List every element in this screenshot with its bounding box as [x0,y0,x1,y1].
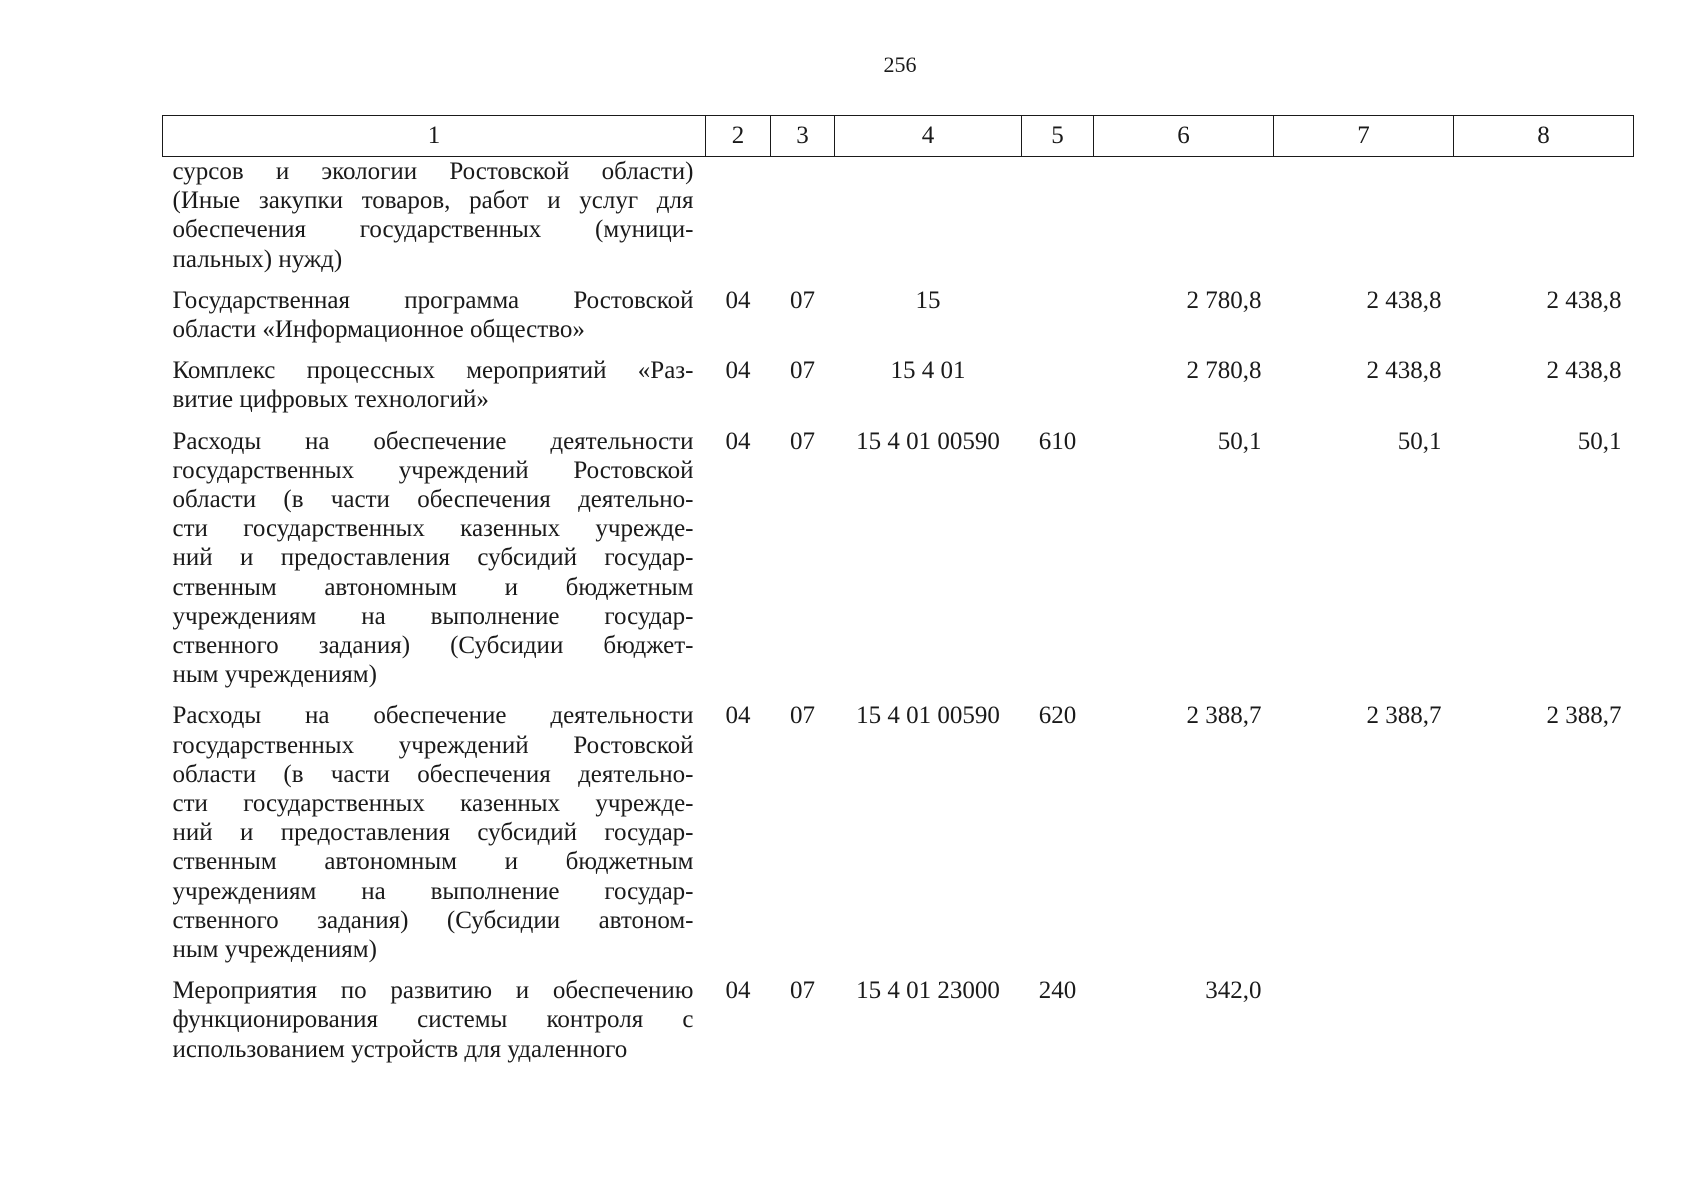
expense-name-line: учреждениям на выполнение государ- [172,877,694,905]
amount-col8-cell [1454,157,1634,274]
column-header: 7 [1274,116,1454,157]
amount-col7-cell: 2 438,8 [1366,286,1442,314]
expense-name-line: области «Информационное общество» [172,316,585,344]
expense-name-line: пальных) нужд) [172,245,343,273]
expense-name-cell [163,344,706,414]
expense-name-line: государственных учреждений Ростовской [172,456,694,484]
section-code-cell: 04 [725,357,751,385]
expense-name-cell [163,964,706,1064]
expense-type-cell [1022,344,1094,414]
amount-col6-cell: 2 388,7 [1186,702,1262,730]
table-header-row [163,116,1634,157]
expense-type-cell [1022,157,1094,274]
expense-name-line: Расходы на обеспечение деятельности [172,702,694,730]
expense-name-line: Комплекс процессных мероприятий «Раз- [172,357,694,385]
expense-name-line: ственного задания) (Субсидии автоном- [172,906,694,934]
column-header: 5 [1022,116,1094,157]
target-article-cell: 15 4 01 23000 [856,977,1000,1005]
budget-table [162,115,1634,1064]
expense-name-line: обеспечения государственных (муници- [172,216,694,244]
expense-name-line: использованием устройств для удаленного [172,1035,628,1063]
column-header: 1 [163,116,706,157]
amount-col7-cell [1274,157,1454,274]
amount-col7-cell: 2 388,7 [1366,702,1442,730]
amount-col6-cell: 50,1 [1217,427,1262,455]
expense-name-line: Государственная программа Ростовской [172,286,694,314]
expense-name-cell [163,689,706,964]
subsection-code-cell: 07 [790,357,815,385]
target-article-cell [835,157,1022,274]
table-row [163,964,1634,1064]
expense-name-line: ний и предоставления субсидий государ- [172,819,694,847]
expense-name-line: ственным автономным и бюджетным [172,848,694,876]
target-article-cell: 15 4 01 00590 [856,702,1000,730]
amount-col7-cell: 50,1 [1397,427,1442,455]
expense-name-line: ным учреждениям) [172,661,377,689]
section-code-cell: 04 [725,702,751,730]
table-row [163,415,1634,690]
expense-name-line: сти государственных казенных учрежде- [172,515,694,543]
page-number: 256 [883,52,917,77]
expense-name-line: учреждениям на выполнение государ- [172,602,694,630]
expense-name-line: Расходы на обеспечение деятельности [172,427,694,455]
expense-name-line: ний и предоставления субсидий государ- [172,544,694,572]
section-code-cell: 04 [725,977,751,1005]
expense-name-line: ным учреждениям) [172,936,377,964]
amount-col8-cell: 2 388,7 [1546,702,1622,730]
amount-col6-cell: 2 780,8 [1186,357,1262,385]
column-header: 4 [835,116,1022,157]
expense-name-line: государственных учреждений Ростовской [172,731,694,759]
expense-name-line: сурсов и экологии Ростовской области) [172,158,694,185]
subsection-code-cell: 07 [790,977,815,1005]
amount-col7-cell: 2 438,8 [1366,357,1442,385]
expense-type-cell: 610 [1038,427,1077,455]
column-header: 3 [771,116,835,157]
amount-col6-cell [1094,157,1274,274]
expense-name-line: функционирования системы контроля с [172,1006,694,1034]
amount-col8-cell [1454,964,1634,1064]
table-row [163,157,1634,274]
section-code-cell: 04 [725,286,751,314]
column-header: 8 [1454,116,1634,157]
expense-name-line: витие цифровых технологий» [172,386,489,414]
target-article-cell: 15 4 01 [890,357,966,385]
subsection-code-cell [771,157,835,274]
amount-col8-cell: 2 438,8 [1546,357,1622,385]
target-article-cell: 15 4 01 00590 [856,427,1000,455]
expense-name-line: области (в части обеспечения деятельно- [172,760,694,788]
subsection-code-cell: 07 [790,702,815,730]
expense-type-cell: 620 [1038,702,1077,730]
expense-name-line: ственного задания) (Субсидии бюджет- [172,632,694,660]
expense-name-line: (Иные закупки товаров, работ и услуг для [172,187,694,215]
amount-col6-cell: 2 780,8 [1186,286,1262,314]
subsection-code-cell: 07 [790,286,815,314]
expense-name-cell [163,274,706,344]
amount-col8-cell: 50,1 [1577,427,1622,455]
section-code-cell: 04 [725,427,751,455]
column-header: 2 [706,116,771,157]
section-code-cell [706,157,771,274]
table-body [163,157,1634,1064]
table-row [163,274,1634,344]
expense-name-cell [163,157,706,274]
expense-name-line: Мероприятия по развитию и обеспечению [172,977,694,1005]
subsection-code-cell: 07 [790,427,815,455]
amount-col7-cell [1274,964,1454,1064]
table-row [163,689,1634,964]
expense-name-cell [163,415,706,690]
amount-col6-cell: 342,0 [1205,977,1262,1005]
expense-name-line: сти государственных казенных учрежде- [172,790,694,818]
expense-name-line: области (в части обеспечения деятельно- [172,486,694,514]
expense-type-cell: 240 [1038,977,1077,1005]
target-article-cell: 15 [915,286,941,314]
amount-col8-cell: 2 438,8 [1546,286,1622,314]
column-header: 6 [1094,116,1274,157]
expense-name-line: ственным автономным и бюджетным [172,573,694,601]
table-row [163,344,1634,414]
expense-type-cell [1022,274,1094,344]
